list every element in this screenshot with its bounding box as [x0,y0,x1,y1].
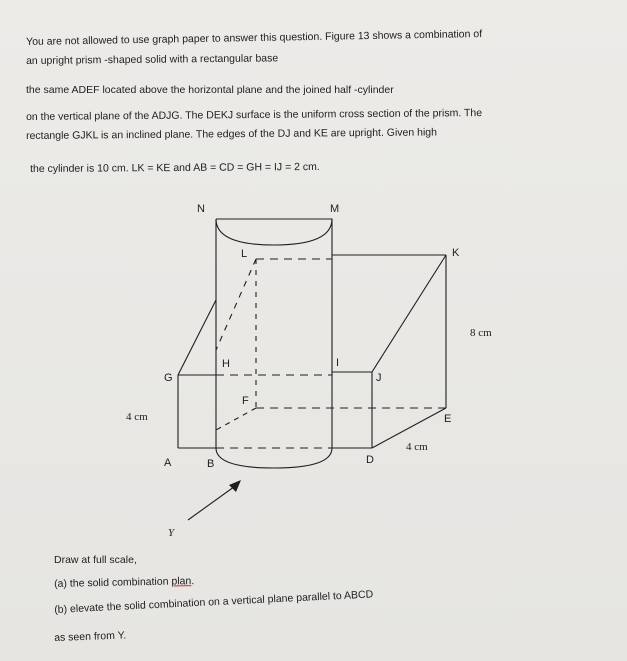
question-line-5: rectangle GJKL is an inclined plane. The edges of the DJ and KE are upright. Given high [26,126,438,142]
label-j: J [376,372,382,384]
part-b: (b) elevate the solid combination on a vertical plane parallel to ABCD [54,588,374,616]
cylinder-bottom-edge [216,448,332,468]
label-n: N [197,203,205,215]
arrow-head [229,480,241,492]
label-l: L [241,248,248,260]
label-h: H [222,358,230,370]
label-k: K [452,247,460,259]
hidden-edge-l-g [216,259,256,350]
dim-left-height: 4 cm [126,411,148,423]
label-b: B [207,458,215,470]
part-a-end: . [191,575,195,588]
label-e: E [444,413,452,425]
cylinder-top-edge [216,219,332,245]
dim-right-height: 8 cm [470,327,492,339]
label-f: F [242,395,249,407]
label-d: D [366,454,374,466]
instruction-draw: Draw at full scale, [54,554,137,566]
edge-k-j [372,255,446,372]
edge-g-slant [178,300,216,375]
part-a-text: (a) the solid combination [54,575,172,590]
hidden-edge-f-b [216,408,256,430]
question-line-6: the cylinder is 10 cm. LK = KE and AB = CD = GH = IJ = 2 cm. [30,160,320,175]
part-a-plan: plan [171,575,192,588]
label-a: A [164,457,172,469]
label-m: M [330,203,340,215]
part-b-end: as seen from Y. [54,629,127,644]
question-line-2: an upright prism -shaped solid with a rectangular base [26,52,279,67]
question-line-1: You are not allowed to use graph paper to answer this question. Figure 13 shows a combination of [26,28,483,48]
dim-bottom-depth: 4 cm [406,441,428,453]
label-g: G [164,372,173,384]
question-line-3: the same ADEF located above the horizontal plane and the joined half -cylinder [26,84,394,96]
label-i: I [336,357,340,369]
view-direction-arrow [188,484,238,520]
label-y: Y [168,527,175,539]
question-line-4: on the vertical plane of the ADJG. The DEKJ surface is the uniform cross section of the prism. The [26,107,483,123]
